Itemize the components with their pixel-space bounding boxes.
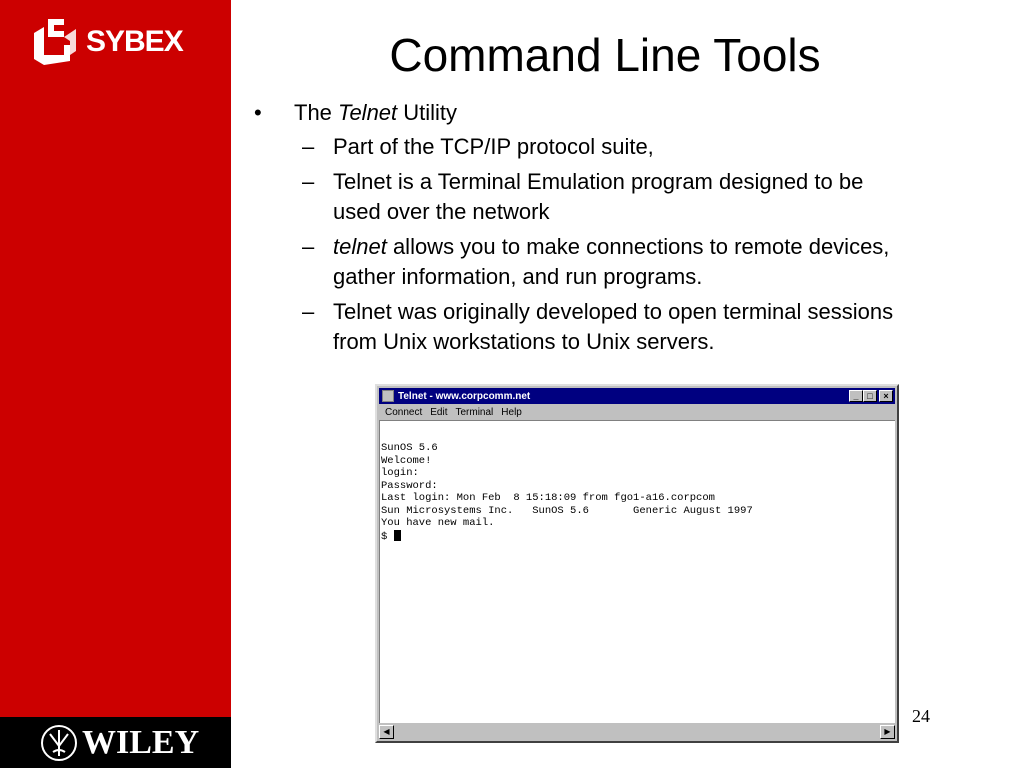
sybex-wordmark: SYBEX [86,25,183,58]
scroll-left-icon: ◀ [379,725,394,739]
sybex-logo [34,18,204,66]
terminal-line: Last login: Mon Feb 8 15:18:09 from fgo1-a16.corpcom [381,492,715,504]
telnet-window-title: Telnet - www.corpcomm.net [398,390,531,402]
sub-bullet-text [333,297,908,357]
sub-bullet-3 [294,232,928,292]
menu-connect: Connect [385,407,423,418]
bullet-telnet-utility [248,98,928,128]
wiley-emblem-icon [40,724,78,762]
terminal-prompt: $ [381,530,394,543]
bullet-suffix: Utility [397,100,458,125]
scroll-right-icon: ▶ [880,725,895,739]
terminal-line: You have new mail. [381,517,495,529]
bullet-prefix: The [294,100,339,125]
window-controls [849,390,893,402]
wiley-wordmark: WILEY [82,723,200,761]
sub-bullet-marker: – [302,169,315,194]
sub-bullet-marker: – [302,299,315,324]
slide-title: Command Line Tools [389,29,821,81]
sub-bullet-1 [294,132,928,162]
sub-bullet-marker: – [302,234,315,259]
sub-bullet-body: allows you to make connections to remote devices, gather information, and run programs. [333,234,890,289]
terminal-line: login: [381,467,419,479]
telnet-app-icon [382,390,394,402]
menu-help: Help [501,407,522,418]
terminal-line: SunOS 5.6 [381,442,438,454]
telnet-menubar [379,405,895,420]
sub-bullet-text [333,167,908,227]
telnet-window-screenshot [375,384,899,743]
telnet-titlebar [379,388,895,404]
bullet-marker: • [254,100,262,125]
sub-bullet-text [333,132,908,162]
sub-bullet-marker: – [302,134,315,159]
sub-bullet-body: Telnet is a Terminal Emulation program designed to be used over the network [333,169,864,224]
footer-bar [0,717,231,768]
sub-bullet-4 [294,297,928,357]
sub-bullet-body: Telnet was originally developed to open terminal sessions from Unix workstations to Unix servers. [333,299,894,354]
page-number: 24 [912,706,930,726]
minimize-icon: _ [849,390,863,402]
sub-bullet-text [333,232,908,292]
bullet-italic: Telnet [338,100,398,125]
sub-bullet-italic: telnet [333,234,387,259]
terminal-output [379,420,895,723]
close-icon: × [879,390,893,402]
horizontal-scrollbar [379,724,895,739]
terminal-prompt-line [381,530,895,544]
sub-bullet-body: Part of the TCP/IP protocol suite, [333,134,654,159]
terminal-line: Sun Microsystems Inc. SunOS 5.6 Generic August 1997 [381,504,753,517]
terminal-cursor [394,530,401,541]
menu-edit: Edit [430,407,448,418]
slide-content [248,98,928,362]
sidebar [0,0,231,717]
sybex-emblem-icon [34,19,78,65]
terminal-line: Password: [381,479,438,492]
sub-bullet-2 [294,167,928,227]
terminal-line: Welcome! [381,454,432,467]
menu-terminal: Terminal [455,407,494,418]
maximize-icon: □ [863,390,877,402]
bullet-text [294,98,457,128]
